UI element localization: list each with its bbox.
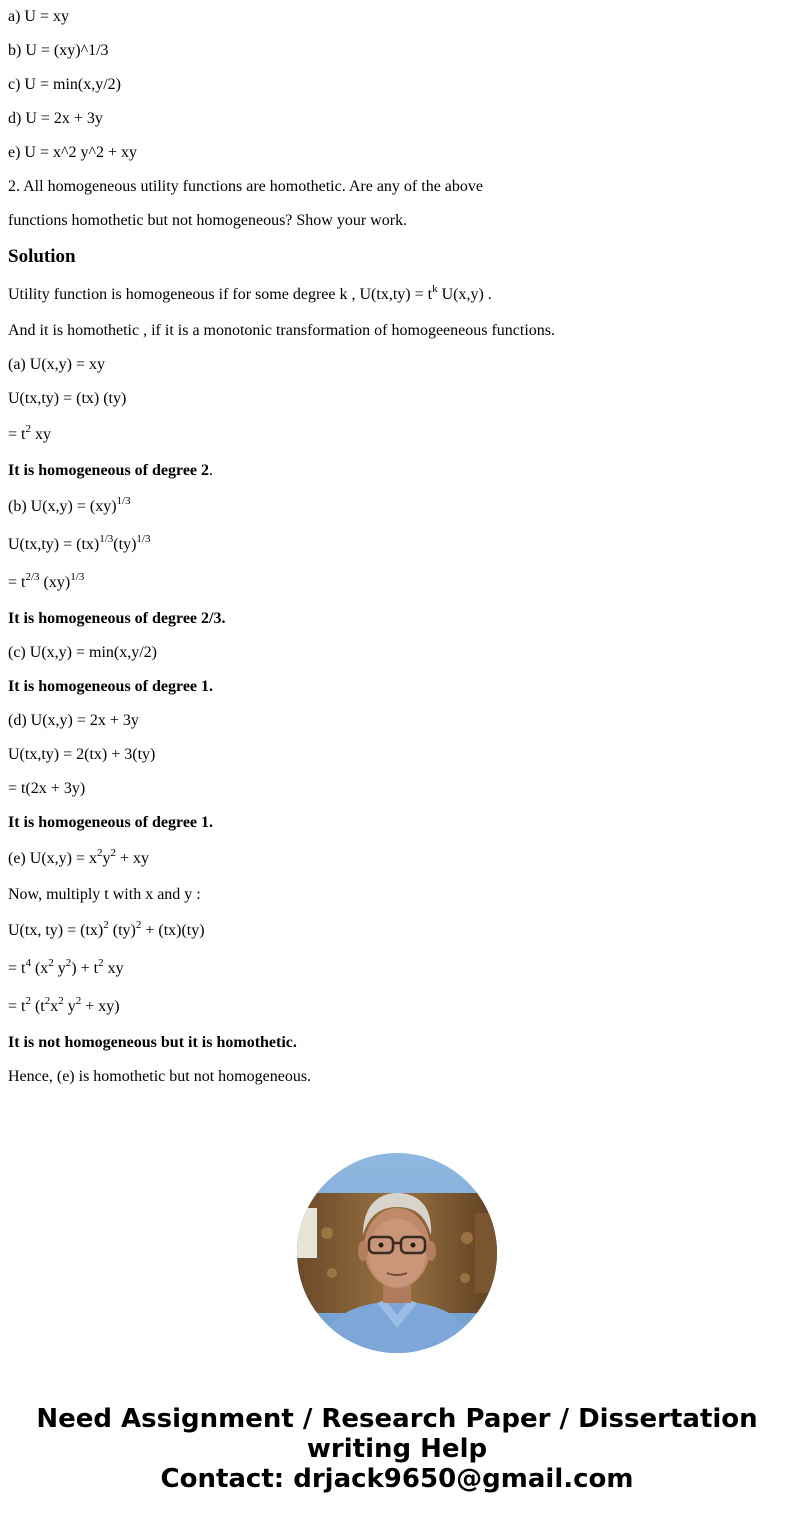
- question-item-text: e) U = x^2 y^2 + xy: [8, 144, 138, 161]
- note-text: Now, multiply t with x and y :: [8, 886, 201, 903]
- intro-text: U(x,y) .: [437, 286, 492, 303]
- equation-text: ) + t: [71, 960, 99, 977]
- equation-text: (xy): [39, 574, 71, 591]
- equation-text: U(tx,ty) = 2(tx) + 3(ty): [8, 746, 156, 763]
- question-item-text: a) U = xy: [8, 8, 70, 25]
- equation-text: (t: [30, 998, 45, 1015]
- part-c-title: [8, 636, 786, 670]
- equation-text: y: [102, 850, 111, 867]
- superscript: 1/3: [70, 570, 85, 583]
- equation-text: (x: [30, 960, 49, 977]
- avatar-portrait: [297, 1153, 497, 1353]
- part-a-title: [8, 348, 786, 382]
- footer-line-1: Need Assignment / Research Paper / Dissertation: [36, 1404, 758, 1434]
- equation-text: = t: [8, 426, 26, 443]
- part-b-step-1: [8, 526, 786, 564]
- conclusion-tail: .: [209, 462, 214, 479]
- superscript: 2: [103, 918, 109, 931]
- equation-text: U(tx, ty) = (tx): [8, 922, 104, 939]
- part-a-conclusion: [8, 454, 786, 488]
- equation-text: = t: [8, 574, 26, 591]
- superscript: 2: [97, 846, 103, 859]
- footer-banner: [0, 1404, 794, 1494]
- equation-text: = t: [8, 998, 26, 1015]
- question-item-b: [8, 34, 786, 68]
- part-e-note: [8, 878, 786, 912]
- part-e-step-3: [8, 988, 786, 1026]
- question-2-line-1: [8, 170, 786, 204]
- final-text: Hence, (e) is homothetic but not homogeneous.: [8, 1068, 312, 1085]
- conclusion-text: It is homogeneous of degree 1.: [8, 678, 214, 695]
- equation-text: xy: [103, 960, 124, 977]
- question-item-text: d) U = 2x + 3y: [8, 110, 103, 127]
- part-d-title: [8, 704, 786, 738]
- superscript: 1/3: [136, 532, 151, 545]
- document-body: [8, 0, 786, 1094]
- superscript: 2: [65, 956, 72, 969]
- equation-text: (a) U(x,y) = xy: [8, 356, 105, 373]
- superscript: 2/3: [25, 570, 40, 583]
- equation-text: (e) U(x,y) = x: [8, 850, 97, 867]
- superscript: 1/3: [99, 532, 114, 545]
- equation-text: U(tx,ty) = (tx) (ty): [8, 390, 127, 407]
- part-b-step-2: [8, 564, 786, 602]
- equation-text: (c) U(x,y) = min(x,y/2): [8, 644, 157, 661]
- question-2-text: functions homothetic but not homogeneous? Show your work.: [8, 212, 408, 229]
- equation-text: + xy: [116, 850, 150, 867]
- intro-text: And it is homothetic , if it is a monotonic transformation of homogeeneous functions.: [8, 322, 556, 339]
- equation-text: (ty): [113, 536, 137, 553]
- superscript: 2: [75, 994, 82, 1007]
- avatar: [297, 1153, 497, 1353]
- part-e-step-1: [8, 912, 786, 950]
- equation-text: y: [63, 998, 76, 1015]
- superscript: 1/3: [116, 494, 131, 507]
- question-2-line-2: [8, 204, 786, 238]
- solution-intro-2: [8, 314, 786, 348]
- part-c-conclusion: [8, 670, 786, 704]
- superscript: 2: [48, 956, 54, 969]
- superscript: k: [432, 282, 438, 295]
- superscript: 2: [135, 918, 142, 931]
- part-e-conclusion: [8, 1026, 786, 1060]
- conclusion-text: It is not homogeneous but it is homothetic.: [8, 1034, 297, 1051]
- conclusion-text: It is homogeneous of degree 2: [8, 462, 210, 479]
- question-item-c: [8, 68, 786, 102]
- part-d-conclusion: [8, 806, 786, 840]
- superscript: 2: [44, 994, 51, 1007]
- part-d-step-2: [8, 772, 786, 806]
- question-item-a: [8, 0, 786, 34]
- equation-text: + xy): [81, 998, 120, 1015]
- equation-text: (d) U(x,y) = 2x + 3y: [8, 712, 139, 729]
- solution-heading-wrap: [8, 238, 786, 276]
- part-e-title: [8, 840, 786, 878]
- question-item-text: b) U = (xy)^1/3: [8, 42, 109, 59]
- question-2-text: 2. All homogeneous utility functions are homothetic. Are any of the above: [8, 178, 484, 195]
- superscript: 4: [25, 956, 31, 969]
- superscript: 2: [25, 422, 31, 435]
- superscript: 2: [25, 994, 31, 1007]
- equation-text: y: [53, 960, 66, 977]
- conclusion-text: It is homogeneous of degree 2/3.: [8, 610, 226, 627]
- superscript: 2: [110, 846, 116, 859]
- part-a-step-2: [8, 416, 786, 454]
- superscript: 2: [58, 994, 64, 1007]
- part-b-conclusion: [8, 602, 786, 636]
- equation-text: xy: [30, 426, 51, 443]
- final-statement: [8, 1060, 786, 1094]
- footer-contact: Contact: drjack9650@gmail.com: [160, 1464, 634, 1494]
- question-item-d: [8, 102, 786, 136]
- intro-text: Utility function is homogeneous if for some degree k , U(tx,ty) = t: [8, 286, 433, 303]
- equation-text: (b) U(x,y) = (xy): [8, 498, 117, 515]
- footer-line-2: writing Help: [306, 1434, 488, 1464]
- part-b-title: [8, 488, 786, 526]
- question-item-e: [8, 136, 786, 170]
- part-a-step-1: [8, 382, 786, 416]
- solution-intro: [8, 276, 786, 314]
- question-item-text: c) U = min(x,y/2): [8, 76, 121, 93]
- part-e-step-2: [8, 950, 786, 988]
- conclusion-text: It is homogeneous of degree 1.: [8, 814, 214, 831]
- equation-text: + (tx)(ty): [141, 922, 205, 939]
- equation-text: = t: [8, 960, 26, 977]
- solution-heading: Solution: [8, 246, 76, 267]
- superscript: 2: [98, 956, 104, 969]
- equation-text: (ty): [108, 922, 136, 939]
- equation-text: U(tx,ty) = (tx): [8, 536, 100, 553]
- equation-text: = t(2x + 3y): [8, 780, 86, 797]
- part-d-step-1: [8, 738, 786, 772]
- equation-text: x: [50, 998, 59, 1015]
